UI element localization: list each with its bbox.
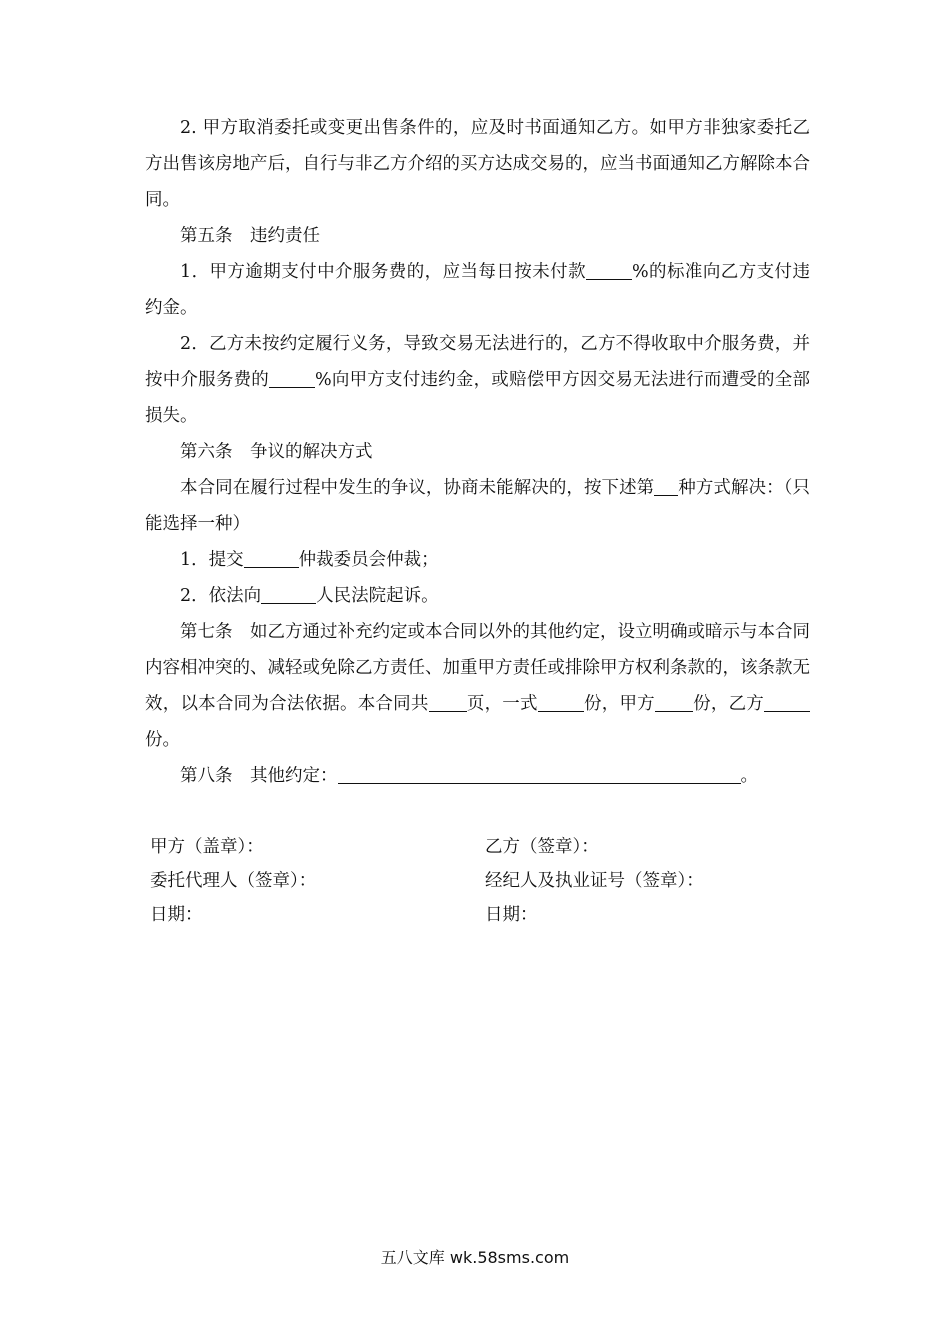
party-a-seal-label: 甲方（盖章）：	[150, 837, 264, 857]
article-8	[145, 758, 810, 794]
article-7-text-d: 份，乙方	[692, 694, 765, 714]
clause-5-2	[145, 326, 810, 434]
signature-row-date	[150, 898, 810, 932]
article-6-title: 第六条 争议的解决方式	[180, 442, 373, 462]
clause-6-1	[145, 542, 810, 578]
clause-6-1-text-a: 1．提交	[180, 550, 244, 570]
clause-5-2-text-a: 2．乙方未按约定履行义务，导致交易无法进行的，乙方不得收取中介服务费，并按中介服务费的	[145, 334, 810, 390]
article-5-title: 第五条 违约责任	[180, 226, 320, 246]
party-b-date-label: 日期：	[485, 905, 538, 925]
blank-method-choice	[654, 478, 678, 497]
article-6-text-a: 本合同在履行过程中发生的争议，协商未能解决的，按下述第	[180, 478, 655, 498]
clause-4-2: 2. 甲方取消委托或变更出售条件的，应及时书面通知乙方。如甲方非独家委托乙方出售该房地产后，自行与非乙方介绍的买方达成交易的，应当书面通知乙方解除本合同。	[145, 118, 810, 210]
article-6-text-b: 种方式解决：（只能选择一种）	[145, 478, 810, 534]
signature-row-party	[150, 830, 810, 864]
footer-watermark: 五八文库 wk.58sms.com	[380, 1248, 570, 1267]
clause-6-2	[145, 578, 810, 614]
contract-body	[145, 110, 810, 794]
blank-arbitration-committee	[244, 550, 299, 569]
clause-6-2-text-b: 人民法院起诉。	[316, 586, 439, 606]
signature-block	[150, 830, 810, 932]
article-8-text-b: 。	[740, 766, 758, 786]
clause-5-1-text-b: %的标准向乙方支付违约金。	[145, 262, 810, 318]
blank-penalty-rate	[269, 370, 315, 389]
article-7-text-c: 份，甲方	[583, 694, 655, 714]
party-a-date-label: 日期：	[150, 905, 203, 925]
clause-5-1	[145, 254, 810, 326]
blank-late-fee-rate	[586, 262, 632, 281]
blank-other-terms	[338, 766, 741, 785]
article-6-intro	[145, 470, 810, 542]
blank-page-count	[429, 694, 467, 713]
party-b-seal-label: 乙方（签章）：	[485, 837, 599, 857]
clause-6-1-text-b: 仲裁委员会仲裁；	[298, 550, 439, 570]
article-7-text-b: 页，一式	[466, 694, 538, 714]
signature-row-agent	[150, 864, 810, 898]
article-7-text-e: 份。	[145, 730, 180, 750]
party-a-agent-label: 委托代理人（签章）：	[150, 871, 317, 891]
article-8-text-a: 第八条 其他约定：	[180, 766, 338, 786]
clause-5-1-text-a: 1．甲方逾期支付中介服务费的，应当每日按未付款	[180, 262, 586, 282]
clause-5-2-text-b: %向甲方支付违约金，或赔偿甲方因交易无法进行而遭受的全部损失。	[145, 370, 810, 426]
blank-copies-party-b	[764, 694, 810, 713]
clause-6-2-text-a: 2．依法向	[180, 586, 262, 606]
party-b-broker-label: 经纪人及执业证号（签章）：	[485, 871, 704, 891]
blank-copies-party-a	[655, 694, 693, 713]
blank-court	[261, 586, 316, 605]
blank-copies-total	[538, 694, 584, 713]
article-7	[145, 614, 810, 758]
article-7-text-a: 第七条 如乙方通过补充约定或本合同以外的其他约定，设立明确或暗示与本合同内容相冲突的、减轻或免除乙方责任、加重甲方责任或排除甲方权利条款的，该条款无效，以本合同为合法依据。本合同共	[145, 622, 810, 714]
